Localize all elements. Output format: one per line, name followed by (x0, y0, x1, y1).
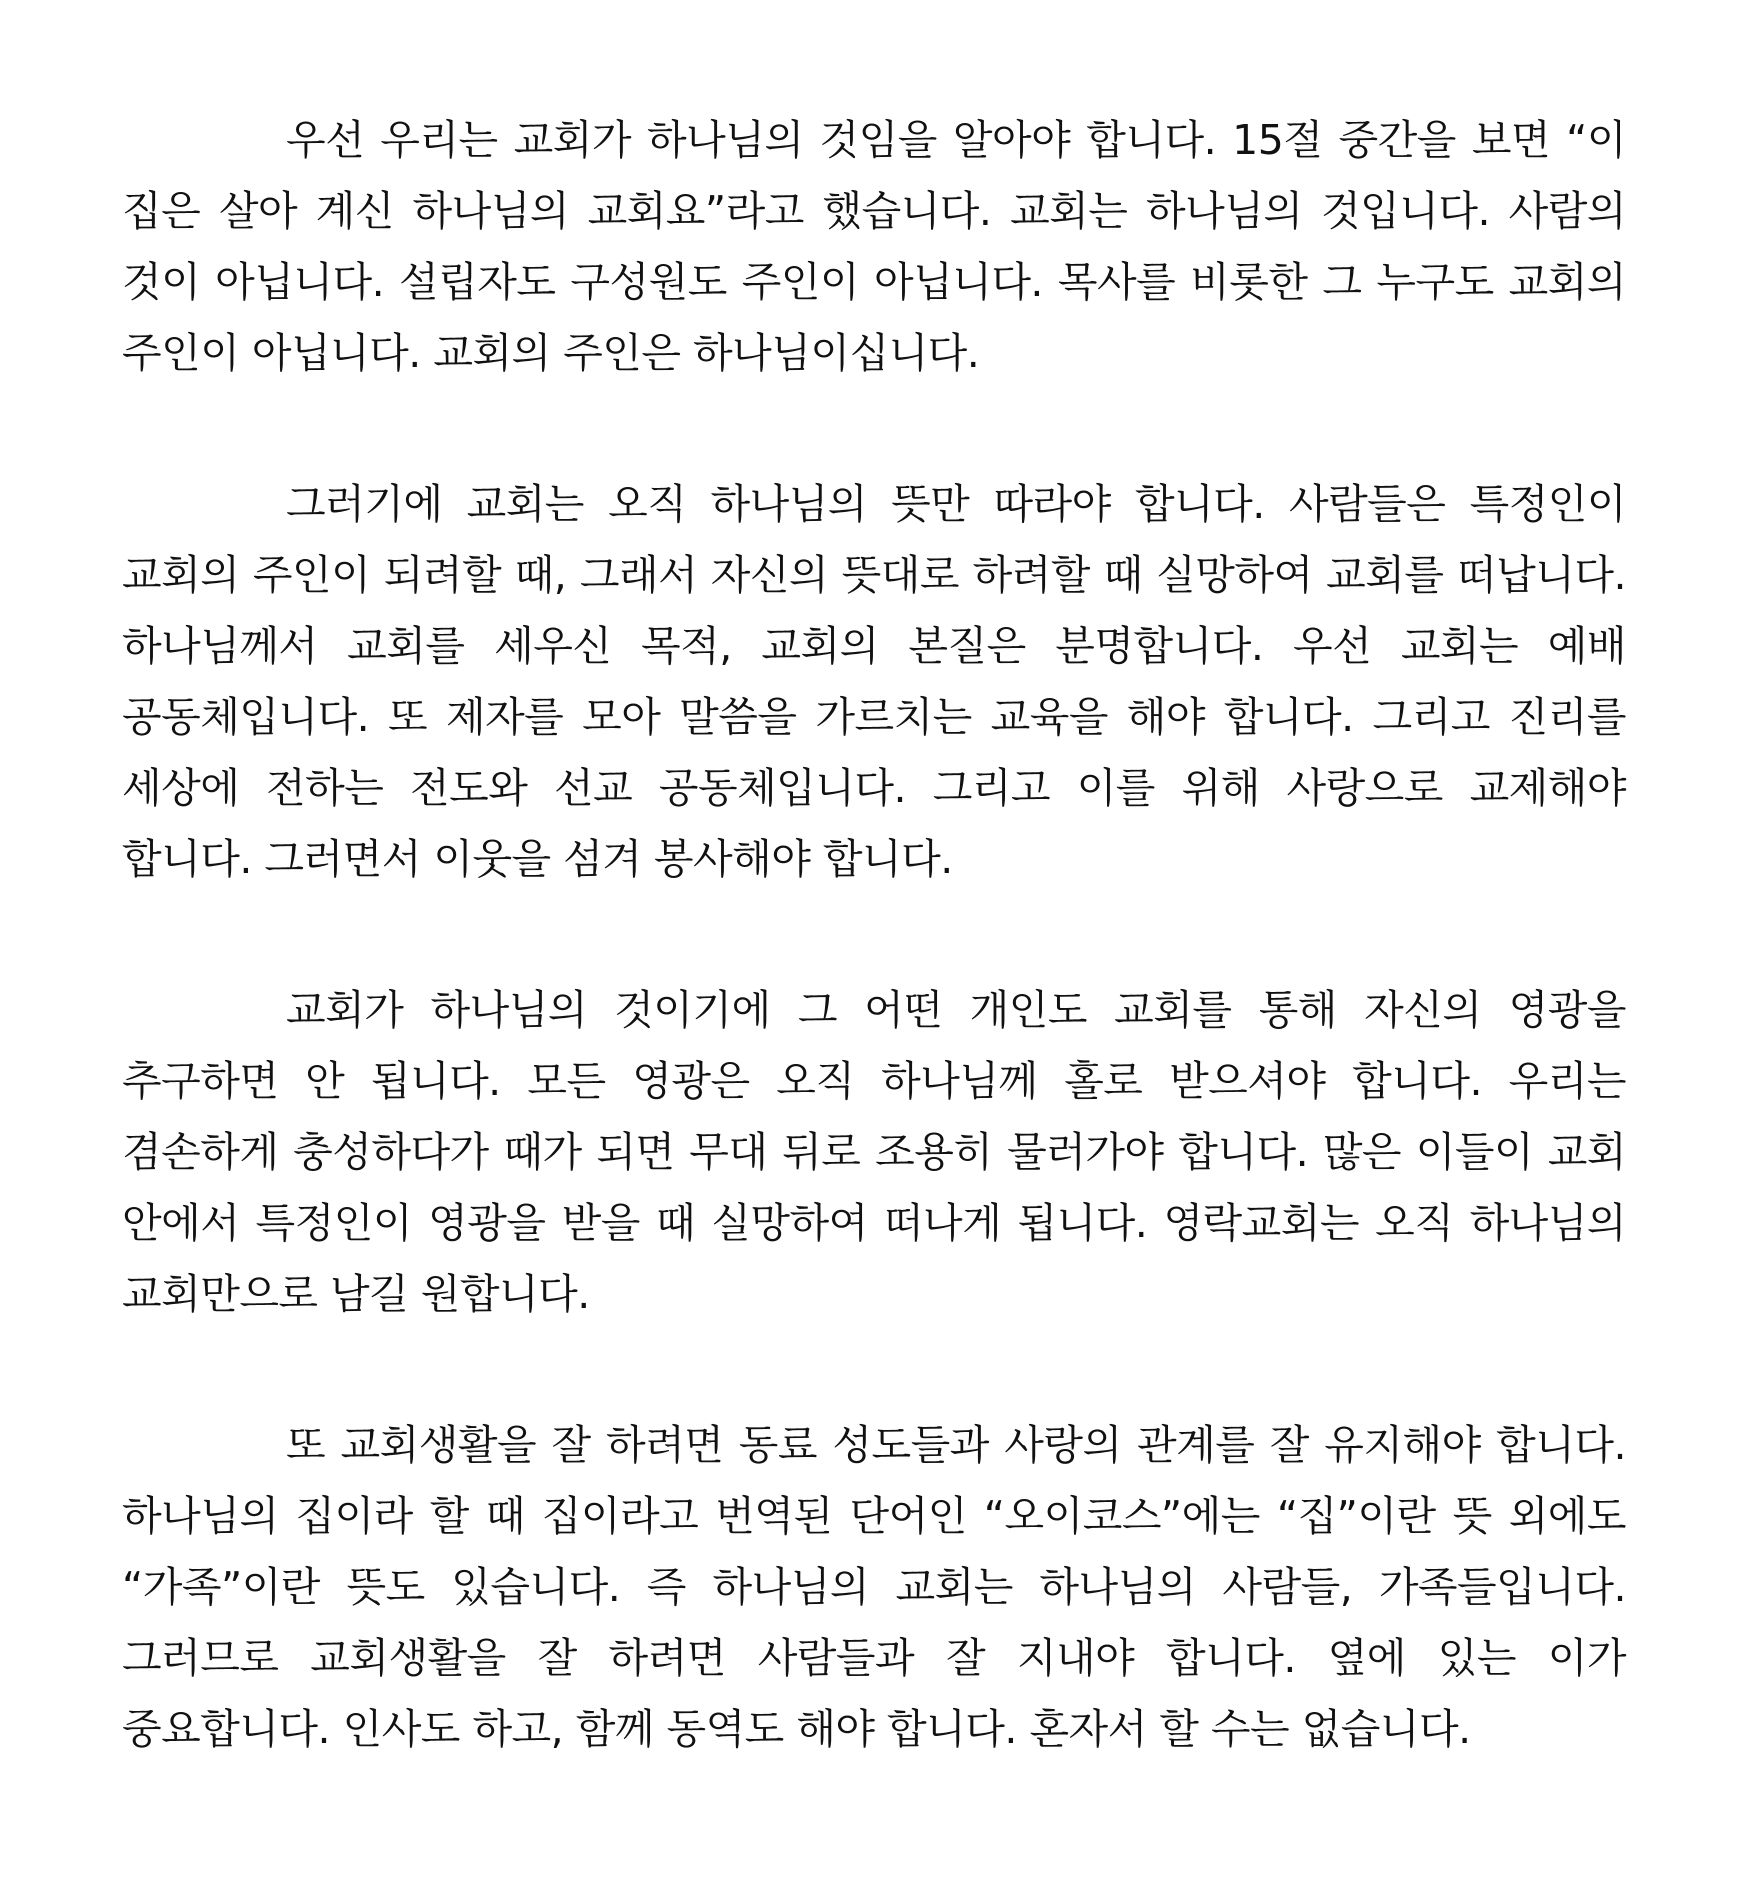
document-page (122, 105, 1626, 1765)
paragraph-church-fellowship: 또 교회생활을 잘 하려면 동료 성도들과 사랑의 관계를 잘 유지해야 합니다. 하나님의 집이라 할 때 집이라고 번역된 단어인 “오이코스”에는 “집”이란 뜻 외에도 “가족”이란 뜻도 있습니다. 즉 하나님의 교회는 하나님의 사람들, 가족들입니다. 그러므로 교회생활을 잘 하려면 사람들과 잘 지내야 합니다. 옆에 있는 이가 중요합니다. 인사도 하고, 함께 동역도 해야 합니다. 혼자서 할 수는 없습니다. (122, 1421, 1626, 1753)
paragraph-church-belongs-to-god: 우선 우리는 교회가 하나님의 것임을 알아야 합니다. 15절 중간을 보면 “이 집은 살아 계신 하나님의 교회요”라고 했습니다. 교회는 하나님의 것입니다. 사람의 것이 아닙니다. 설립자도 구성원도 주인이 아닙니다. 목사를 비롯한 그 누구도 교회의 주인이 아닙니다. 교회의 주인은 하나님이십니다. (122, 116, 1626, 377)
paragraph-glory-to-god: 교회가 하나님의 것이기에 그 어떤 개인도 교회를 통해 자신의 영광을 추구하면 안 됩니다. 모든 영광은 오직 하나님께 홀로 받으셔야 합니다. 우리는 겸손하게 충성하다가 때가 되면 무대 뒤로 조용히 물러가야 합니다. 많은 이들이 교회 안에서 특정인이 영광을 받을 때 실망하여 떠나게 됩니다. 영락교회는 오직 하나님의 교회만으로 남길 원합니다. (122, 986, 1626, 1318)
paragraph-follow-gods-will: 그러기에 교회는 오직 하나님의 뜻만 따라야 합니다. 사람들은 특정인이 교회의 주인이 되려할 때, 그래서 자신의 뜻대로 하려할 때 실망하여 교회를 떠납니다. 하나님께서 교회를 세우신 목적, 교회의 본질은 분명합니다. 우선 교회는 예배 공동체입니다. 또 제자를 모아 말씀을 가르치는 교육을 해야 합니다. 그리고 진리를 세상에 전하는 전도와 선교 공동체입니다. 그리고 이를 위해 사랑으로 교제해야 합니다. 그러면서 이웃을 섬겨 봉사해야 합니다. (122, 480, 1626, 883)
